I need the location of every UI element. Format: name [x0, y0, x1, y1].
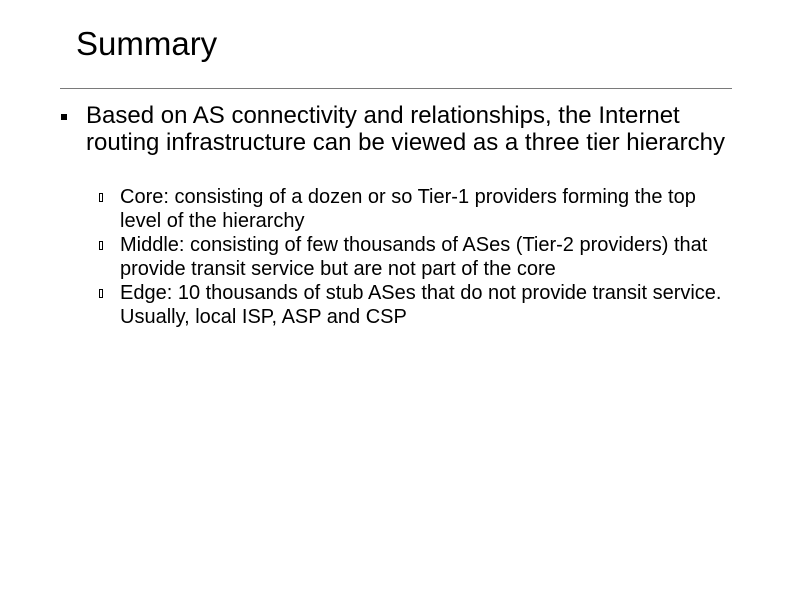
sub-bullet-text: Middle: consisting of few thousands of ASes (Tier-2 providers) that provide transit service but are not part of the core: [120, 234, 708, 280]
sub-bullet-edge: [99, 281, 739, 329]
box-bullet-icon: [99, 193, 103, 202]
main-bullet-text: Based on AS connectivity and relationships, the Internet routing infrastructure can be viewed as a three tier hierarchy: [86, 102, 725, 156]
sub-bullet-text: Edge: 10 thousands of stub ASes that do not provide transit service. Usually, local ISP, ASP and CSP: [120, 282, 722, 328]
sub-bullet-core: [99, 185, 739, 233]
square-bullet-icon: [61, 114, 67, 120]
sub-bullet-middle: [99, 233, 739, 281]
sub-bullet-text: Core: consisting of a dozen or so Tier-1 providers forming the top level of the hierarchy: [120, 186, 696, 232]
box-bullet-icon: [99, 241, 103, 250]
slide-title: Summary: [76, 25, 218, 62]
title-divider: [60, 88, 732, 89]
sub-bullet-list: [99, 185, 739, 329]
box-bullet-icon: [99, 289, 103, 298]
